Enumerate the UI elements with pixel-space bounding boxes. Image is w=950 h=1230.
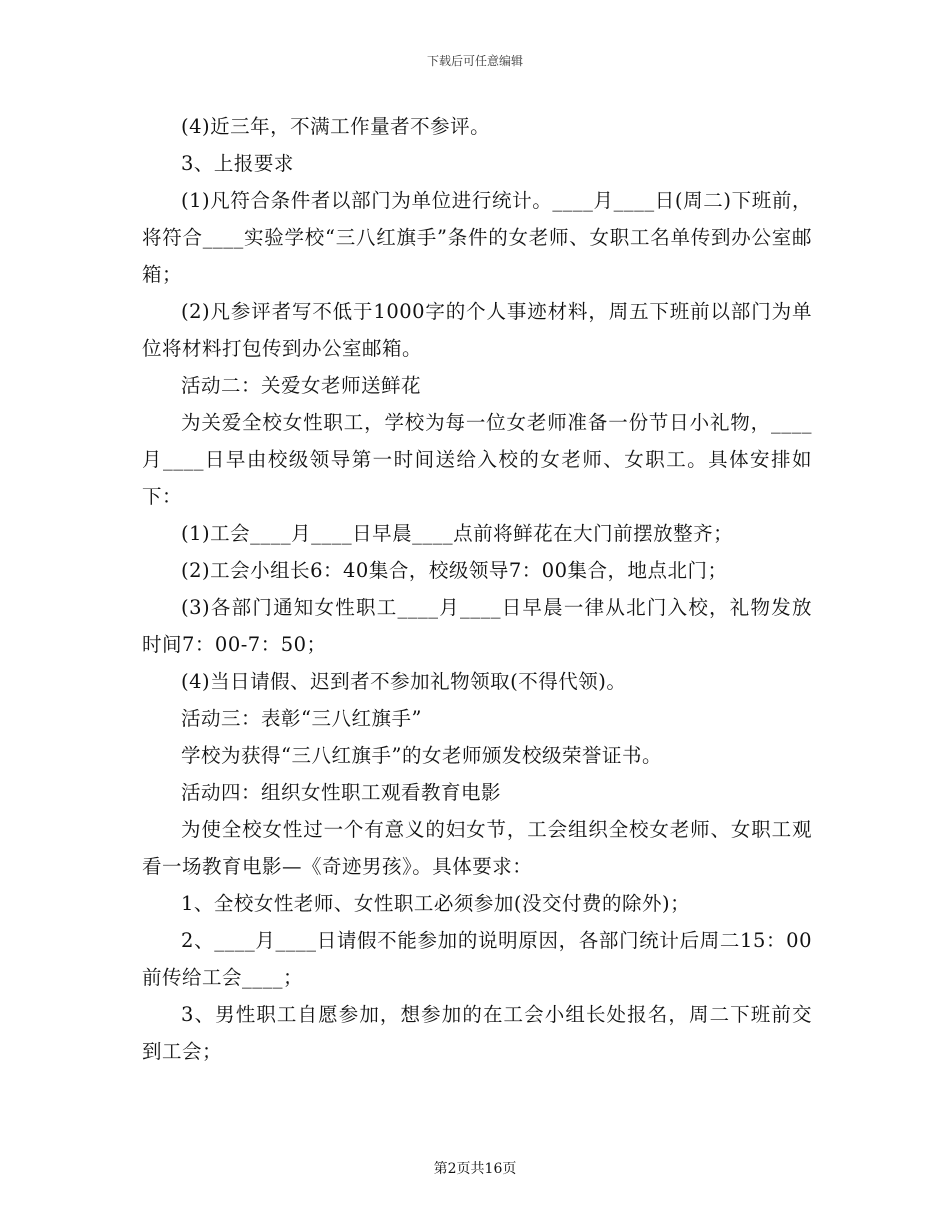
paragraph-5: 活动二：关爱女老师送鲜花 (181, 374, 422, 397)
paragraph-10: (4)当日请假、迟到者不参加礼物领取(不得代领)。 (181, 670, 627, 693)
paragraph-15: 1、全校女性老师、女性职工必须参加(没交付费的除外)； (181, 892, 691, 915)
paragraph-6: 为关爱全校女性职工，学校为每一位女老师准备一份节日小礼物，____月____日早由校级领导第一时间送给入校的女老师、女职工。具体安排如下： (142, 411, 812, 508)
paragraph-16: 2、____月____日请假不能参加的说明原因，各部门统计后周二15：00前传给工会____； (142, 929, 812, 989)
paragraph-13: 活动四：组织女性职工观看教育电影 (181, 781, 502, 804)
paragraph-17: 3、男性职工自愿参加，想参加的在工会小组长处报名，周二下班前交到工会； (142, 1003, 812, 1063)
paragraph-12: 学校为获得“三八红旗手”的女老师颁发校级荣誉证书。 (181, 744, 662, 767)
paragraph-7: (1)工会____月____日早晨____点前将鲜花在大门前摆放整齐； (181, 522, 734, 545)
paragraph-3: (1)凡符合条件者以部门为单位进行统计。____月____日(周二)下班前，将符合____实验学校“三八红旗手”条件的女老师、女职工名单传到办公室邮箱； (142, 189, 812, 286)
paragraph-8: (2)工会小组长6：40集合，校级领导7：00集合，地点北门； (181, 559, 728, 582)
paragraph-11: 活动三：表彰“三八红旗手” (181, 707, 422, 730)
paragraph-9: (3)各部门通知女性职工____月____日早晨一律从北门入校，礼物发放时间7：00-7：50； (142, 596, 812, 656)
paragraph-4: (2)凡参评者写不低于1000字的个人事迹材料，周五下班前以部门为单位将材料打包传到办公室邮箱。 (142, 300, 812, 360)
paragraph-1: (4)近三年，不满工作量者不参评。 (181, 115, 491, 138)
page-header-note: 下载后可任意编辑 (426, 54, 523, 68)
paragraph-2: 3、上报要求 (181, 152, 294, 175)
page-number: 第2页共16页 (433, 1161, 517, 1177)
document-body (142, 108, 812, 1070)
paragraph-14: 为使全校女性过一个有意义的妇女节，工会组织全校女老师、女职工观看一场教育电影—《奇迹男孩》。具体要求： (142, 818, 812, 878)
